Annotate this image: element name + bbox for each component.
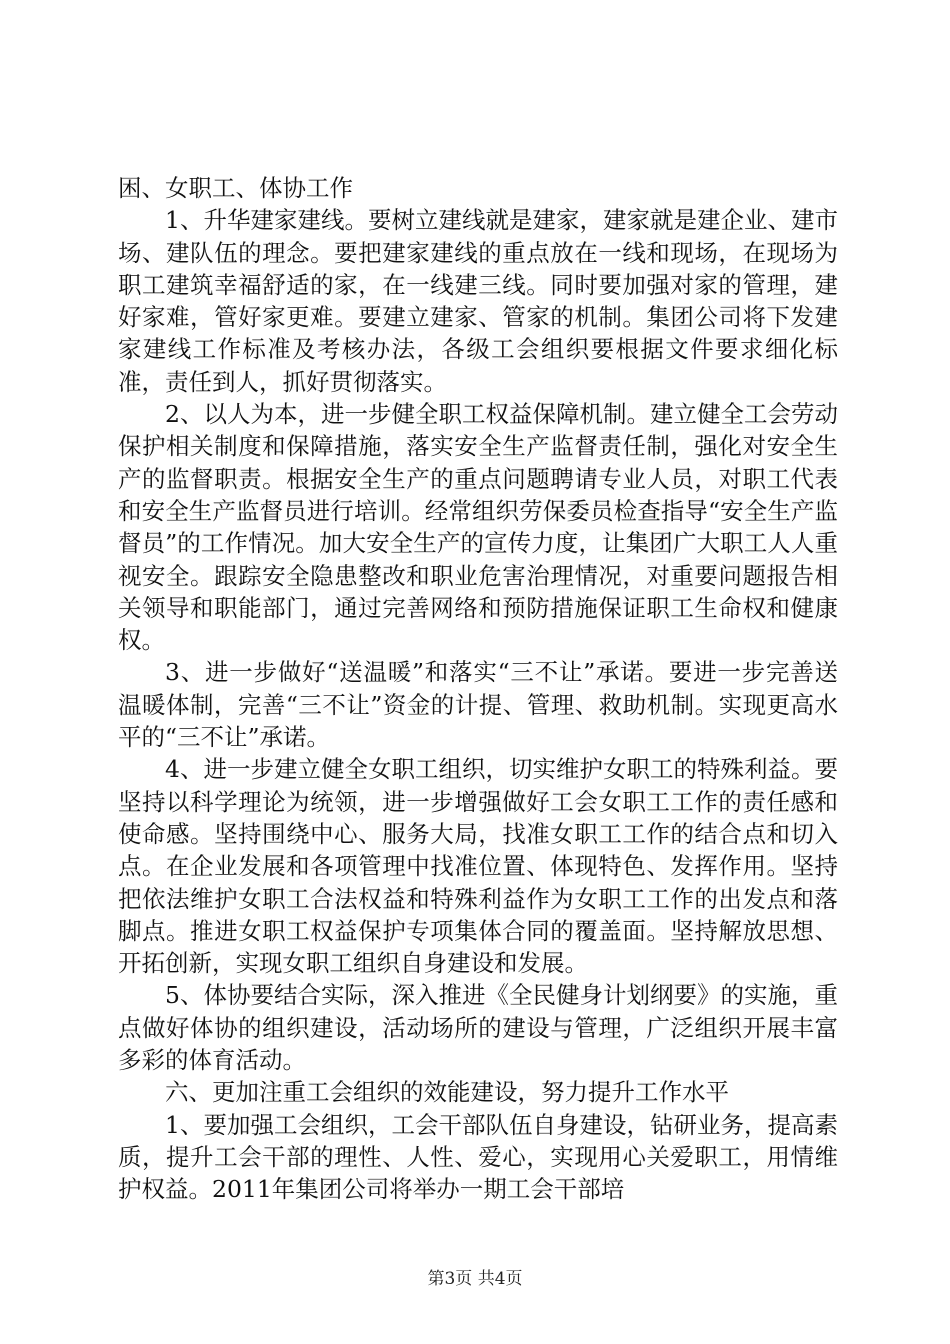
paragraph-section-six-item-1: 1、要加强工会组织，工会干部队伍自身建设，钻研业务，提高素质，提升工会干部的理性、人性、爱心，实现用心关爱职工，用情维护权益。2011年集团公司将举办一期工会干部培: [118, 1110, 838, 1204]
section-heading-six: 六、更加注重工会组织的效能建设，努力提升工作水平: [165, 1078, 729, 1107]
paragraph-continuation: 困、女职工、体协工作: [118, 174, 353, 202]
paragraph-item-1-home-building: 1、升华建家建线。要树立建线就是建家，建家就是建企业、建市场、建队伍的理念。要把建家建线的重点放在一线和现场，在现场为职工建筑幸福舒适的家，在一线建三线。同时要加强对家的管理，建好家难，管好家更难。要建立建家、管家的机制。集团公司将下发建家建线工作标准及考核办法，各级工会组织要根据文件要求细化标准，责任到人，抓好贯彻落实。: [118, 206, 838, 396]
page-number-footer: 第3页 共4页: [427, 1269, 523, 1289]
paragraph-item-2-rights-protection: 2、以人为本，进一步健全职工权益保障机制。建立健全工会劳动保护相关制度和保障措施，落实安全生产监督责任制，强化对安全生产的监督职责。根据安全生产的重点问题聘请专业人员，对职工代表和安全生产监督员进行培训。经常组织劳保委员检查指导“安全生产监督员”的工作情况。加大安全生产的宣传力度，让集团广大职工人人重视安全。跟踪安全隐患整改和职业危害治理情况，对重要问题报告相关领导和职能部门，通过完善网络和预防措施保证职工生命权和健康权。: [118, 400, 838, 655]
paragraph-item-5-sports: 5、体协要结合实际，深入推进《全民健身计划纲要》的实施，重点做好体协的组织建设，活动场所的建设与管理，广泛组织开展丰富多彩的体育活动。: [118, 981, 838, 1075]
document-body: [118, 172, 838, 1206]
paragraph-item-3-warmth: 3、进一步做好“送温暖”和落实“三不让”承诺。要进一步完善送温暖体制，完善“三不让”资金的计提、管理、救助机制。实现更高水平的“三不让”承诺。: [118, 658, 838, 752]
paragraph-item-4-female-workers: 4、进一步建立健全女职工组织，切实维护女职工的特殊利益。要坚持以科学理论为统领，进一步增强做好工会女职工工作的责任感和使命感。坚持围绕中心、服务大局，找准女职工工作的结合点和切入点。在企业发展和各项管理中找准位置、体现特色、发挥作用。坚持把依法维护女职工合法权益和特殊利益作为女职工工作的出发点和落脚点。推进女职工权益保护专项集体合同的覆盖面。坚持解放思想、开拓创新，实现女职工组织自身建设和发展。: [118, 755, 838, 978]
